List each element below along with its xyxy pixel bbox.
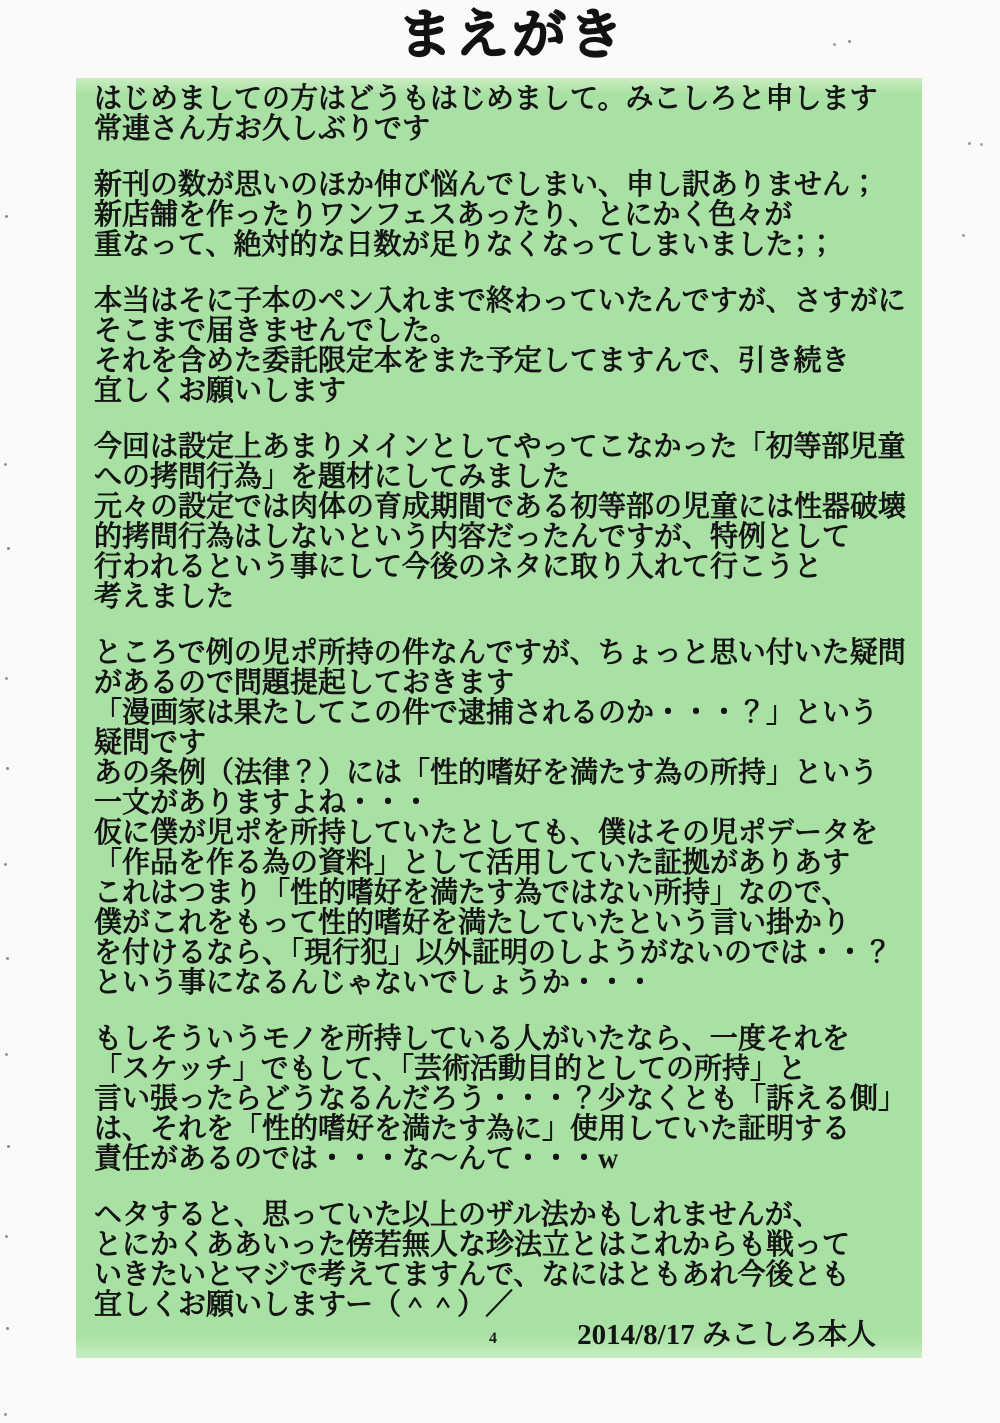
text-line: 元々の設定では肉体の育成期間である初等部の児童には性器破壊 — [94, 490, 907, 524]
text-line: 考えました — [94, 580, 235, 614]
text-line: 言い張ったらどうなるんだろう・・・？少なくとも「訴える側」 — [94, 1082, 907, 1116]
text-line: 行われるという事にして今後のネタに取り入れて行こうと — [94, 550, 823, 584]
text-line: 責任があるのでは・・・な〜んて・・・w — [94, 1142, 619, 1176]
text-line: ヘタすると、思っていた以上のザル法かもしれませんが、 — [94, 1198, 821, 1232]
text-line: はじめましての方はどうもはじめまして。みこしろと申します — [94, 82, 878, 116]
text-line: 重なって、絶対的な日数が足りなくなってしまいました；； — [94, 228, 836, 262]
text-line: 「スケッチ」でもして、「芸術活動目的としての所持」と — [94, 1052, 807, 1086]
paragraph — [94, 1200, 908, 1320]
scan-artifacts-left — [5, 215, 8, 218]
text-line: を付けるなら、「現行犯」以外証明のしようがないのでは・・？ — [94, 936, 893, 970]
text-line: それを含めた委託限定本をまた予定してますんで、引き続き — [94, 344, 850, 378]
text-line: とにかくああいった傍若無人な珍法立とはこれからも戦って — [94, 1228, 851, 1262]
text-line: という事になるんじゃないでしょうか・・・ — [94, 966, 655, 1000]
text-line: への拷問行為」を題材にしてみました — [94, 460, 571, 494]
text-line: は、それを「性的嗜好を満たす為に」使用していた証明する — [94, 1112, 851, 1146]
text-line: 「漫画家は果たしてこの件で逮捕されるのか・・・？」という — [94, 696, 879, 730]
paragraph — [94, 432, 908, 612]
text-line: 的拷問行為はしないという内容だったんですが、特例として — [94, 520, 851, 554]
paragraph — [94, 170, 908, 260]
text-line: 「作品を作る為の資料」として活用していた証拠がありあす — [94, 846, 851, 880]
text-line: 仮に僕が児ポを所持していたとしても、僕はその児ポデータを — [94, 816, 879, 850]
scan-artifacts-right — [968, 142, 971, 145]
text-line: あの条例（法律？）には「性的嗜好を満たす為の所持」という — [94, 756, 879, 790]
text-line: 今回は設定上あまりメインとしてやってこなかった「初等部児童 — [94, 430, 906, 464]
text-line: そこまで届きませんでした。 — [94, 314, 459, 348]
text-line: 疑問です — [94, 726, 207, 760]
text-line: 一文がありますよね・・・ — [94, 786, 431, 820]
page-title: まえがき — [398, 3, 626, 66]
text-line: があるので問題提起しておきます — [94, 666, 515, 700]
paragraph — [94, 286, 908, 406]
text-line: 宜しくお願いします — [94, 374, 347, 408]
text-line: 新店舗を作ったりワンフェスあったり、とにかく色々が — [94, 198, 793, 232]
paragraph — [94, 1024, 908, 1174]
text-line: 宜しくお願いしますー（＾＾）／ — [94, 1288, 514, 1322]
text-line: ところで例の児ポ所持の件なんですが、ちょっと思い付いた疑問 — [94, 636, 906, 670]
text-line: もしそういうモノを所持している人がいたなら、一度それを — [94, 1022, 850, 1056]
text-line: 常連さん方お久しぶりです — [94, 112, 431, 146]
text-line: これはつまり「性的嗜好を満たす為ではない所持」なので、 — [94, 876, 850, 910]
page-number: 4 — [489, 1330, 497, 1347]
paragraph — [94, 638, 908, 998]
paragraph — [94, 84, 908, 144]
foreword-panel — [76, 78, 922, 1358]
text-line: いきたいとマジで考えてますんで、なにはともあれ今後とも — [94, 1258, 850, 1292]
signature-line: 2014/8/17 みこしろ本人 — [577, 1319, 876, 1351]
text-line: 僕がこれをもって性的嗜好を満たしていたという言い掛かり — [94, 906, 851, 940]
body-text — [76, 78, 922, 1320]
text-line: 新刊の数が思いのほか伸び悩んでしまい、申し訳ありません； — [94, 168, 879, 202]
text-line: 本当はそに子本のペン入れまで終わっていたんですが、さすがに — [94, 284, 906, 318]
